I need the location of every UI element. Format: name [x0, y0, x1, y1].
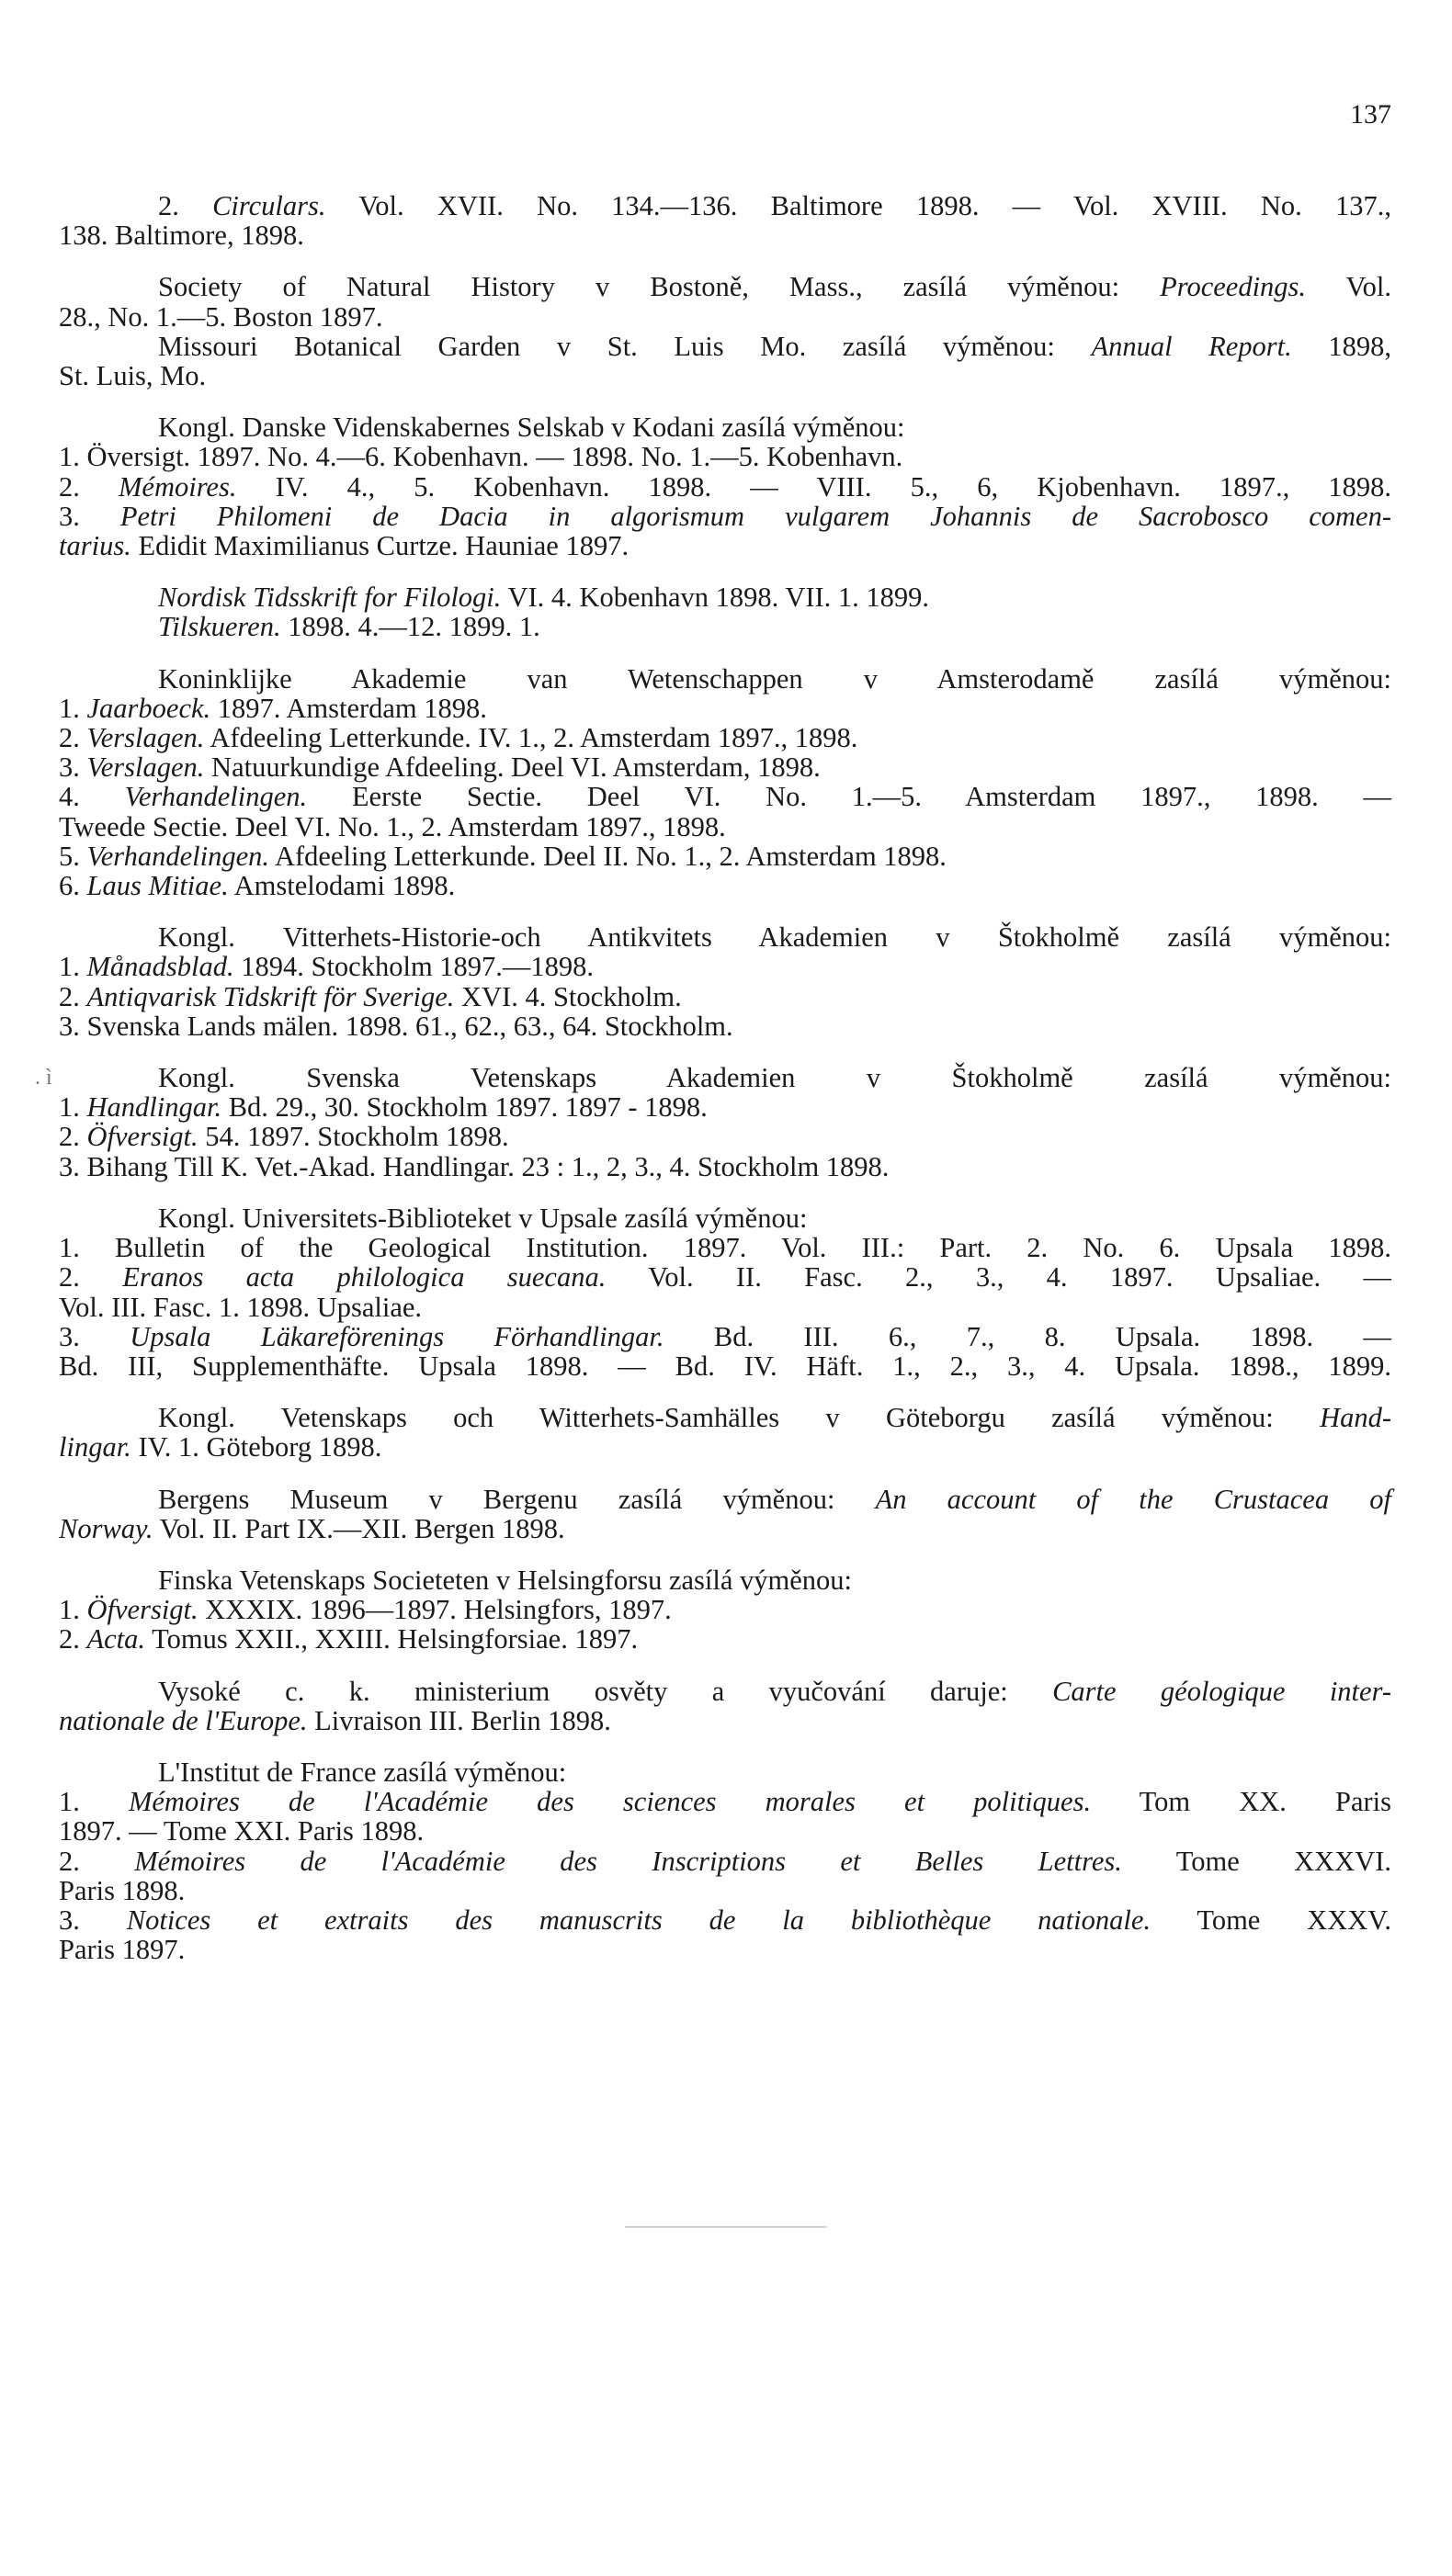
text-run: Vol. III. Fasc. 1. 1898. Upsaliae. [59, 1291, 423, 1323]
text-run: 3. Bihang Till K. Vet.-Akad. Handlingar. 23 : 1., 2, 3., 4. Stockholm 1898. [59, 1150, 890, 1182]
text-line [59, 1706, 1391, 1735]
catalog-entry [59, 1757, 1391, 1964]
text-run: 3. [59, 1320, 130, 1352]
catalog-entry [59, 412, 1391, 560]
text-run: 1. [59, 1786, 129, 1818]
text-line [59, 812, 1391, 842]
text-line [59, 1876, 1391, 1905]
text-line [59, 1905, 1391, 1935]
italic-title: An account of the Crustacea of [875, 1483, 1391, 1515]
text-line [59, 694, 1391, 723]
italic-title: Jaarboeck. [86, 692, 211, 724]
text-run: Livraison III. Berlin 1898. [307, 1704, 611, 1736]
catalog-entry [59, 922, 1391, 1041]
italic-title: Verslagen. [86, 751, 205, 784]
text-line [59, 1595, 1391, 1624]
text-run: IV. 4., 5. Kobenhavn. 1898. — VIII. 5., 6, Kjobenhavn. 1897., 1898. [236, 470, 1392, 503]
italic-title: Verslagen. [86, 722, 205, 754]
end-divider [625, 2226, 827, 2228]
text-line [59, 1152, 1391, 1181]
text-line [59, 582, 1391, 612]
italic-title: Verhandelingen. [124, 781, 308, 813]
text-run: IV. 1. Göteborg 1898. [130, 1431, 382, 1463]
text-line [59, 1011, 1391, 1041]
italic-title: Månadsblad. [86, 951, 234, 983]
italic-title: Carte géologique inter- [1052, 1675, 1391, 1707]
text-run: 3. [59, 500, 120, 532]
text-line [59, 1624, 1391, 1654]
text-run: Amstelodami 1898. [228, 870, 456, 902]
text-line [59, 1403, 1391, 1432]
catalog-entry [59, 191, 1391, 250]
text-line [59, 1787, 1391, 1816]
text-line [59, 782, 1391, 811]
text-run: Eerste Sectie. Deel VI. No. 1.—5. Amsterdam 1897., 1898. — [307, 781, 1392, 813]
text-run: Kongl. Universitets-Biblioteket v Upsale zasílá výměnou: [158, 1202, 808, 1234]
text-line [59, 1203, 1391, 1233]
text-run: Vol. II. Fasc. 2., 3., 4. 1897. Upsaliae. — [606, 1261, 1392, 1294]
italic-title: Öfversigt. [86, 1594, 199, 1626]
text-run: Koninklijke Akademie van Wetenschappen v Amsterodamě zasílá výměnou: [158, 662, 1391, 695]
text-run: Bd. 29., 30. Stockholm 1897. 1897 - 1898. [221, 1091, 708, 1124]
text-run: 2. [59, 980, 87, 1012]
text-run: Kongl. Danske Videnskabernes Selskab v Kodani zasílá výměnou: [158, 412, 905, 444]
text-run: 3. [59, 751, 87, 784]
text-run: 1. [59, 1091, 87, 1124]
text-run: Tomus XXII., XXIII. Helsingforsiae. 1897. [145, 1623, 639, 1655]
text-run: 1. [59, 692, 87, 724]
text-run: 28., No. 1.—5. Boston 1897. [59, 300, 383, 333]
text-run: Kongl. Vitterhets-Historie-och Antikvitets Akademien v Štokholmě zasílá výměnou: [158, 921, 1391, 954]
text-run: 2. [59, 1121, 87, 1153]
text-run: 6. [59, 870, 87, 902]
italic-title: Antiqvarisk Tidskrift för Sverige. [86, 980, 455, 1012]
catalog-entry [59, 1485, 1391, 1543]
italic-title: Handlingar. [86, 1091, 222, 1124]
text-line [59, 332, 1391, 361]
catalog-entry [59, 1677, 1391, 1735]
text-line [59, 472, 1391, 502]
text-line [59, 1122, 1391, 1151]
text-run: 2. [158, 190, 213, 221]
italic-title: Hand- [1320, 1402, 1391, 1434]
text-run: Edidit Maximilianus Curtze. Hauniae 1897. [130, 530, 630, 562]
text-line [59, 752, 1391, 782]
text-run: St. Luis, Mo. [59, 360, 207, 392]
text-run: 1. Översigt. 1897. No. 4.—6. Kobenhavn. — 1898. No. 1.—5. Kobenhavn. [59, 441, 903, 473]
text-line [59, 1063, 1391, 1092]
text-line [59, 842, 1391, 871]
text-line [59, 982, 1391, 1011]
text-line [59, 1092, 1391, 1122]
text-run: Society of Natural History v Bostoně, Mass., zasílá výměnou: [158, 271, 1161, 303]
text-run: Bd. III, Supplementhäfte. Upsala 1898. — Bd. IV. Häft. 1., 2., 3., 4. Upsala. 1898., 1899. [59, 1350, 1391, 1382]
text-run: Vol. [1306, 271, 1391, 303]
catalog-entry [59, 664, 1391, 901]
text-line [59, 1432, 1391, 1462]
text-line [59, 1677, 1391, 1706]
italic-title: Tilskueren. [158, 611, 281, 643]
catalog-entry [59, 1203, 1391, 1381]
text-run: 2. [59, 470, 119, 503]
text-run: 3. [59, 1904, 127, 1936]
text-line [59, 1322, 1391, 1351]
text-run: Finska Vetenskaps Societeten v Helsingforsu zasílá výměnou: [158, 1564, 853, 1596]
text-line [59, 502, 1391, 531]
text-run: 2. [59, 1623, 87, 1655]
italic-title: nationale de l'Europe. [59, 1704, 308, 1736]
text-line [59, 612, 1391, 641]
text-run: 5. [59, 840, 87, 872]
catalog-entry [59, 272, 1391, 390]
catalog-entry [59, 582, 1391, 641]
text-run: XXXIX. 1896—1897. Helsingfors, 1897. [198, 1594, 672, 1626]
text-line [59, 1262, 1391, 1292]
text-line [59, 1935, 1391, 1964]
text-run: Paris 1898. [59, 1874, 186, 1906]
text-line [59, 272, 1391, 301]
text-line [59, 922, 1391, 952]
italic-title: Proceedings. [1160, 271, 1307, 303]
text-line [59, 302, 1391, 332]
page-number: 137 [1350, 99, 1391, 130]
text-run: 1898, [1291, 330, 1392, 362]
text-run: 3. Svenska Lands mälen. 1898. 61., 62., 63., 64. Stockholm. [59, 1010, 733, 1042]
text-line [59, 871, 1391, 900]
text-run: 1897. Amsterdam 1898. [210, 692, 487, 724]
text-line [59, 1565, 1391, 1595]
italic-title: Petri Philomeni de Dacia in algorismum vulgarem Johannis de Sacrobosco comen- [119, 500, 1392, 532]
text-run: L'Institut de France zasílá výměnou: [158, 1756, 567, 1788]
text-run: 1. [59, 1594, 87, 1626]
text-run: 1898. 4.—12. 1899. 1. [280, 611, 540, 643]
italic-title: lingar. [59, 1431, 131, 1463]
text-run: 138. Baltimore, 1898. [59, 220, 304, 252]
text-run: Afdeeling Letterkunde. Deel II. No. 1., 2. Amsterdam 1898. [269, 840, 947, 872]
italic-title: Mémoires de l'Académie des sciences morales et politiques. [128, 1786, 1092, 1818]
italic-title: Upsala Läkareförenings Förhandlingar. [130, 1320, 664, 1352]
italic-title: Annual Report. [1091, 330, 1292, 362]
text-run: XVI. 4. Stockholm. [454, 980, 682, 1012]
italic-title: Nordisk Tidsskrift for Filologi. [158, 582, 502, 614]
text-run: Afdeeling Letterkunde. IV. 1., 2. Amsterdam 1897., 1898. [204, 722, 858, 754]
text-line [59, 664, 1391, 694]
text-line [59, 412, 1391, 442]
text-run: Kongl. Svenska Vetenskaps Akademien v Štokholmě zasílá výměnou: [158, 1062, 1391, 1094]
text-line [59, 442, 1391, 471]
italic-title: Mémoires de l'Académie des Inscriptions et Belles Lettres. [134, 1845, 1122, 1877]
text-run: Tweede Sectie. Deel VI. No. 1., 2. Amsterdam 1897., 1898. [59, 810, 726, 842]
italic-title: Mémoires. [119, 470, 237, 503]
text-line [59, 220, 1391, 250]
text-line [59, 191, 1391, 220]
text-run: 1897. — Tome XXI. Paris 1898. [59, 1815, 425, 1847]
italic-title: Acta. [86, 1623, 146, 1655]
text-line [59, 1847, 1391, 1876]
text-run: Tome XXXVI. [1121, 1845, 1392, 1877]
text-run: VI. 4. Kobenhavn 1898. VII. 1. 1899. [501, 582, 930, 614]
text-run: Tome XXXV. [1151, 1904, 1392, 1936]
text-run: 1. [59, 951, 87, 983]
text-line [59, 1514, 1391, 1543]
text-run: Bd. III. 6., 7., 8. Upsala. 1898. — [664, 1320, 1392, 1352]
text-run: Missouri Botanical Garden v St. Luis Mo. zasílá výměnou: [158, 330, 1092, 362]
italic-title: Öfversigt. [86, 1121, 199, 1153]
text-run: 1. Bulletin of the Geological Institution. 1897. Vol. III.: Part. 2. No. 6. Upsala 1898. [59, 1232, 1391, 1264]
italic-title: Eranos acta philologica suecana. [122, 1261, 607, 1294]
margin-mark: . ì [35, 1066, 52, 1090]
text-run: Tom XX. Paris [1091, 1786, 1391, 1818]
text-run: Vol. XVII. No. 134.—136. Baltimore 1898. — Vol. XVIII. No. 137., [325, 190, 1391, 221]
text-line [59, 723, 1391, 752]
catalog-entry [59, 1565, 1391, 1655]
text-run: Bergens Museum v Bergenu zasílá výměnou: [158, 1483, 876, 1515]
text-line [59, 952, 1391, 981]
text-line [59, 361, 1391, 390]
italic-title: Laus Mitiae. [86, 870, 229, 902]
text-run: 4. [59, 781, 125, 813]
text-run: Vol. II. Part IX.—XII. Bergen 1898. [153, 1512, 565, 1544]
italic-title: Norway. [59, 1512, 153, 1544]
text-run: Paris 1897. [59, 1934, 186, 1966]
text-run: Natuurkundige Afdeeling. Deel VI. Amsterdam, 1898. [204, 751, 821, 784]
text-line [59, 531, 1391, 560]
italic-title: Verhandelingen. [86, 840, 270, 872]
text-line [59, 1233, 1391, 1262]
text-run: 1894. Stockholm 1897.—1898. [233, 951, 595, 983]
text-run: Vysoké c. k. ministerium osvěty a vyučování daruje: [158, 1675, 1053, 1707]
document-body [35, 190, 1392, 1986]
text-line [59, 1293, 1391, 1322]
text-run: 2. [59, 722, 87, 754]
text-run: 2. [59, 1845, 135, 1877]
text-line [59, 1351, 1391, 1381]
text-run: Kongl. Vetenskaps och Witterhets-Samhälles v Göteborgu zasílá výměnou: [158, 1402, 1321, 1434]
text-line [59, 1485, 1391, 1514]
text-line [59, 1816, 1391, 1846]
text-line [59, 1757, 1391, 1787]
text-run: 2. [59, 1261, 123, 1294]
italic-title: Notices et extraits des manuscrits de la bibliothèque nationale. [126, 1904, 1151, 1936]
catalog-entry [35, 1062, 1391, 1182]
italic-title: Circulars. [212, 190, 326, 221]
text-run: 54. 1897. Stockholm 1898. [198, 1121, 509, 1153]
catalog-entry [59, 1403, 1391, 1462]
italic-title: tarius. [59, 530, 131, 562]
